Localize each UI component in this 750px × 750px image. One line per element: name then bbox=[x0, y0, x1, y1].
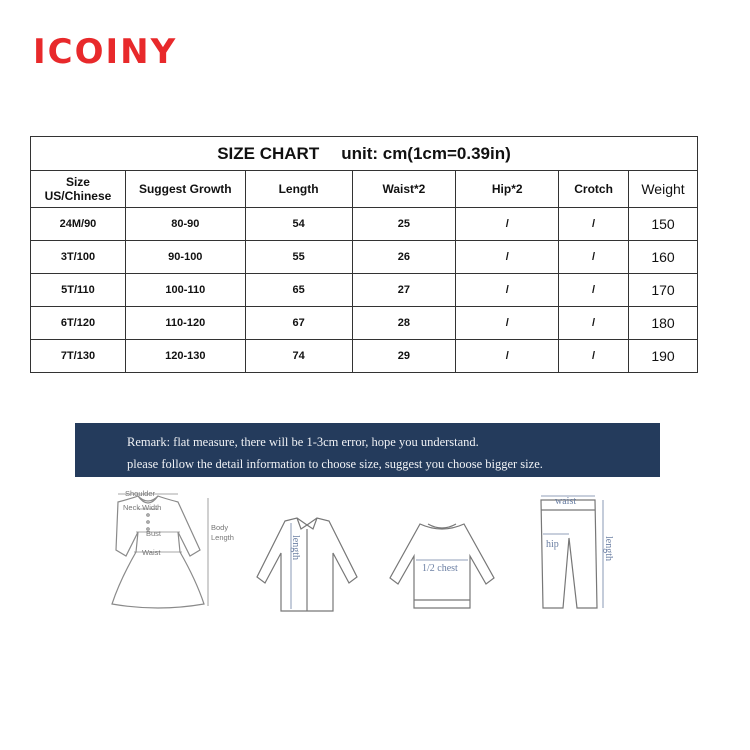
size-chart-table bbox=[30, 136, 698, 373]
header-hip: Hip*2 bbox=[456, 171, 559, 208]
header-waist: Waist*2 bbox=[352, 171, 456, 208]
cell-growth: 90-100 bbox=[125, 241, 245, 274]
cell-hip: / bbox=[456, 241, 559, 274]
label-pants-length: length bbox=[603, 536, 614, 561]
size-chart-header-row bbox=[31, 171, 698, 208]
table-row bbox=[31, 208, 698, 241]
header-size bbox=[31, 171, 126, 208]
size-chart-title: SIZE CHART bbox=[217, 143, 320, 163]
measurement-diagrams bbox=[0, 480, 750, 640]
shirt-measure-diagram bbox=[245, 515, 370, 615]
table-row bbox=[31, 307, 698, 340]
cell-hip: / bbox=[456, 208, 559, 241]
cell-waist: 28 bbox=[352, 307, 456, 340]
remark-line-2: please follow the detail information to choose size, suggest you choose bigger size. bbox=[127, 457, 543, 471]
cell-length: 65 bbox=[245, 274, 352, 307]
label-body-length-2: Length bbox=[211, 533, 234, 542]
cell-size: 6T/120 bbox=[31, 307, 126, 340]
label-pants-hip: hip bbox=[546, 539, 559, 550]
label-pants-waist: waist bbox=[555, 496, 577, 507]
cell-length: 55 bbox=[245, 241, 352, 274]
cell-waist: 25 bbox=[352, 208, 456, 241]
brand-logo: ICOINY bbox=[33, 32, 178, 72]
cell-waist: 27 bbox=[352, 274, 456, 307]
header-growth: Suggest Growth bbox=[125, 171, 245, 208]
size-chart-unit: unit: cm(1cm=0.39in) bbox=[341, 143, 511, 163]
pants-measure-diagram bbox=[525, 490, 625, 610]
sweater-measure-diagram bbox=[380, 518, 505, 613]
cell-hip: / bbox=[456, 340, 559, 373]
cell-weight: 150 bbox=[629, 208, 698, 241]
cell-hip: / bbox=[456, 274, 559, 307]
cell-waist: 26 bbox=[352, 241, 456, 274]
cell-growth: 100-110 bbox=[125, 274, 245, 307]
label-shirt-length: length bbox=[290, 535, 301, 560]
label-shoulder: Shoulder bbox=[125, 489, 156, 498]
header-weight: Weight bbox=[629, 171, 698, 208]
label-waist: Waist bbox=[142, 548, 161, 557]
cell-length: 67 bbox=[245, 307, 352, 340]
cell-weight: 160 bbox=[629, 241, 698, 274]
cell-size: 3T/100 bbox=[31, 241, 126, 274]
label-bust: Bust bbox=[146, 529, 162, 538]
size-chart-title-row bbox=[31, 137, 698, 171]
cell-size: 5T/110 bbox=[31, 274, 126, 307]
table-row bbox=[31, 340, 698, 373]
label-body-length-1: Body bbox=[211, 523, 229, 532]
dress-measure-diagram bbox=[78, 480, 238, 615]
header-length: Length bbox=[245, 171, 352, 208]
header-size-line1: Size bbox=[65, 175, 90, 189]
cell-length: 74 bbox=[245, 340, 352, 373]
cell-length: 54 bbox=[245, 208, 352, 241]
remark-banner bbox=[75, 423, 660, 477]
header-size-line2: US/Chinese bbox=[44, 189, 112, 203]
cell-size: 24M/90 bbox=[31, 208, 126, 241]
label-half-chest: 1/2 chest bbox=[422, 563, 458, 574]
cell-weight: 180 bbox=[629, 307, 698, 340]
cell-weight: 170 bbox=[629, 274, 698, 307]
cell-hip: / bbox=[456, 307, 559, 340]
cell-growth: 110-120 bbox=[125, 307, 245, 340]
cell-growth: 80-90 bbox=[125, 208, 245, 241]
cell-crotch: / bbox=[559, 307, 629, 340]
table-row bbox=[31, 241, 698, 274]
cell-waist: 29 bbox=[352, 340, 456, 373]
label-neck-width: Neck Width bbox=[123, 503, 162, 512]
cell-crotch: / bbox=[559, 274, 629, 307]
cell-crotch: / bbox=[559, 208, 629, 241]
cell-weight: 190 bbox=[629, 340, 698, 373]
cell-crotch: / bbox=[559, 340, 629, 373]
remark-line-1: Remark: flat measure, there will be 1-3cm error, hope you understand. bbox=[127, 435, 479, 449]
cell-crotch: / bbox=[559, 241, 629, 274]
header-crotch: Crotch bbox=[559, 171, 629, 208]
table-row bbox=[31, 274, 698, 307]
cell-size: 7T/130 bbox=[31, 340, 126, 373]
cell-growth: 120-130 bbox=[125, 340, 245, 373]
size-chart-title-cell bbox=[31, 137, 698, 171]
